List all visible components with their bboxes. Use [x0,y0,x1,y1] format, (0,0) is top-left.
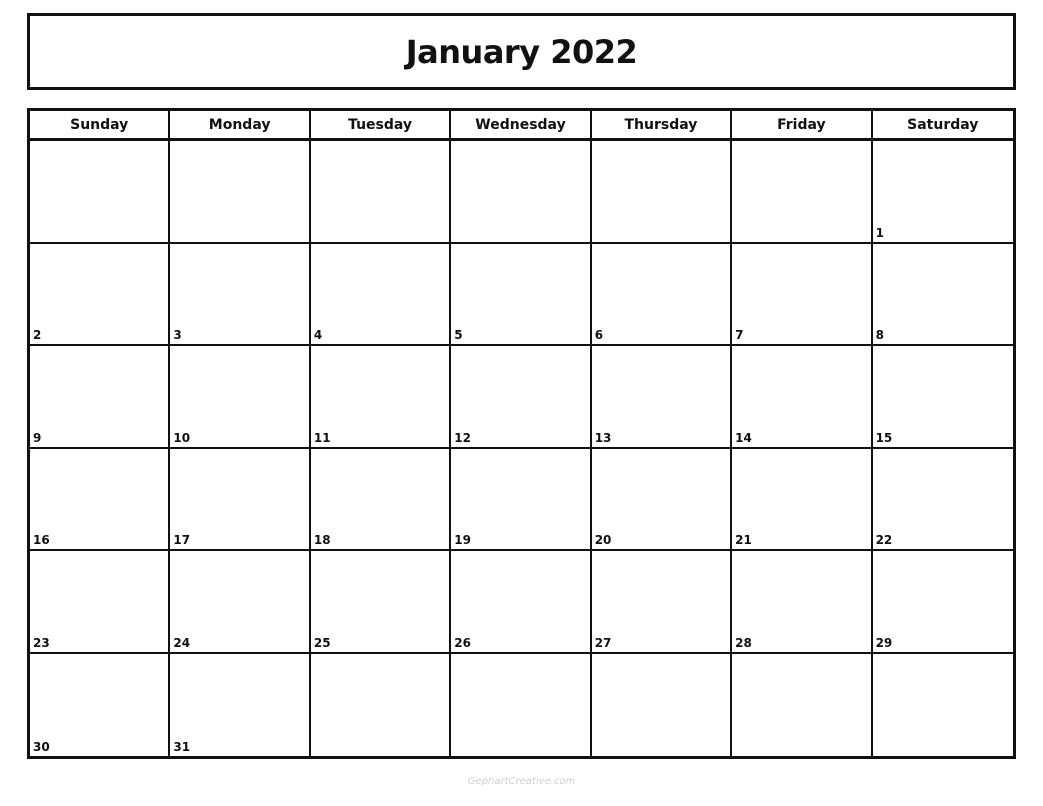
day-number: 13 [594,430,612,445]
day-cell[interactable] [732,551,872,654]
day-number: 9 [33,430,42,445]
day-cell[interactable] [30,346,170,449]
day-number: 29 [875,635,893,650]
day-cell[interactable] [451,244,591,347]
day-number: 19 [454,533,471,547]
day-cell[interactable] [170,551,310,654]
day-number: 7 [735,328,744,342]
calendar-grid [27,108,1016,759]
day-number: 27 [594,635,612,650]
day-number: 20 [594,533,612,547]
day-cell[interactable] [592,346,732,449]
weekday-header: Thursday [592,111,732,141]
day-number: 23 [33,635,50,650]
day-cell[interactable] [732,244,872,347]
weekday-header: Wednesday [451,111,591,141]
day-number: 15 [875,430,893,445]
day-cell[interactable] [451,449,591,552]
day-cell[interactable] [311,346,451,449]
day-number: 25 [313,635,331,650]
day-number: 1 [875,225,884,240]
day-cell[interactable] [732,449,872,552]
calendar-title: January 2022 [405,32,638,71]
day-number: 4 [313,328,323,342]
weekday-header: Saturday [873,111,1013,141]
day-cell[interactable] [873,244,1013,347]
day-number: 11 [313,430,331,445]
day-cell[interactable] [30,449,170,552]
day-number: 18 [313,533,331,547]
day-cell[interactable] [732,141,872,244]
day-cell[interactable] [170,141,310,244]
day-number: 6 [594,328,604,342]
weekday-header: Tuesday [311,111,451,141]
day-cell[interactable] [592,449,732,552]
day-number: 24 [173,635,191,650]
day-cell[interactable] [170,244,310,347]
day-cell[interactable] [311,654,451,757]
day-cell[interactable] [30,141,170,244]
day-cell[interactable] [451,141,591,244]
day-cell[interactable] [170,449,310,552]
day-number: 12 [454,430,471,445]
day-cell[interactable] [311,551,451,654]
day-number: 8 [875,328,884,342]
day-cell[interactable] [873,654,1013,757]
weekday-header: Sunday [30,111,170,141]
weekday-header: Monday [170,111,310,141]
day-number: 30 [33,740,50,754]
calendar-title-box [27,13,1016,90]
day-number: 17 [173,533,191,547]
day-cell[interactable] [592,141,732,244]
day-cell[interactable] [170,654,310,757]
day-cell[interactable] [873,551,1013,654]
day-cell[interactable] [873,449,1013,552]
day-cell[interactable] [873,346,1013,449]
day-cell[interactable] [311,141,451,244]
day-cell[interactable] [732,346,872,449]
day-number: 14 [735,430,752,445]
day-number: 22 [875,533,893,547]
day-cell[interactable] [732,654,872,757]
day-cell[interactable] [30,244,170,347]
footer-credit: GephartCreative.com [467,776,576,787]
day-cell[interactable] [873,141,1013,244]
day-number: 2 [33,328,42,342]
weekday-header: Friday [732,111,872,141]
day-cell[interactable] [451,551,591,654]
day-cell[interactable] [311,244,451,347]
day-cell[interactable] [311,449,451,552]
day-number: 31 [173,740,191,754]
day-number: 26 [454,635,471,650]
day-cell[interactable] [592,551,732,654]
day-cell[interactable] [30,654,170,757]
day-number: 16 [33,533,50,547]
day-cell[interactable] [592,654,732,757]
day-number: 10 [173,430,191,445]
day-cell[interactable] [451,346,591,449]
day-number: 21 [735,533,752,547]
day-cell[interactable] [170,346,310,449]
day-number: 3 [173,328,182,342]
day-cell[interactable] [592,244,732,347]
day-number: 5 [454,328,463,342]
day-number: 28 [735,635,752,650]
day-cell[interactable] [30,551,170,654]
day-cell[interactable] [451,654,591,757]
